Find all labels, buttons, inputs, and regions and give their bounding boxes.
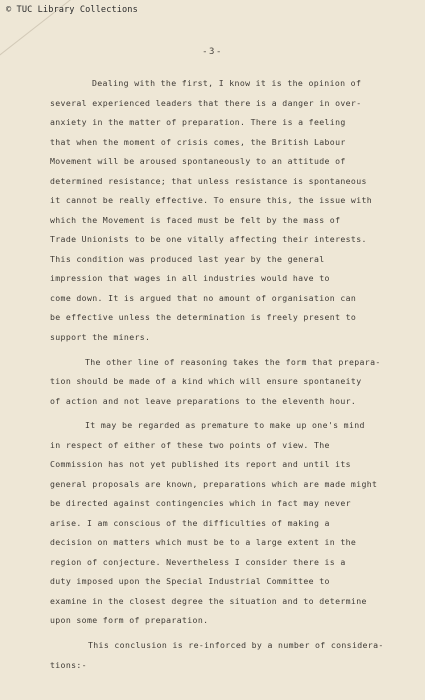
body-line: several experienced leaders that there is a danger in over- [50,98,362,108]
body-line: come down. It is argued that no amount of organisation can [50,293,357,303]
body-line: Movement will be aroused spontaneously to an attitude of [50,156,346,166]
body-line: This condition was produced last year by the general [50,254,325,264]
body-line: that when the moment of crisis comes, the British Labour [50,137,346,147]
body-line: which the Movement is faced must be felt by the mass of [50,215,341,225]
body-line: impression that wages in all industries would have to [50,273,330,283]
body-line: Dealing with the first, I know it is the opinion of [92,78,362,88]
body-line: tion should be made of a kind which will ensure spontaneity [50,376,362,386]
body-line: general proposals are known, preparations which are made might [50,479,378,489]
body-line: examine in the closest degree the situation and to determine [50,596,367,606]
body-line: upon some form of preparation. [50,615,209,625]
body-line: in respect of either of these two points of view. The [50,440,330,450]
body-line: This conclusion is re-inforced by a number of considera- [88,640,384,650]
body-line: arise. I am conscious of the difficulties of making a [50,518,330,528]
body-line: Commission has not yet published its report and until its [50,459,351,469]
body-line: of action and not leave preparations to the eleventh hour. [50,396,357,406]
body-line: be directed against contingencies which in fact may never [50,498,351,508]
body-line: it cannot be really effective. To ensure this, the issue with [50,195,373,205]
body-line: support the miners. [50,332,151,342]
body-line: be effective unless the determination is freely present to [50,312,357,322]
body-line: It may be regarded as premature to make up one's mind [85,420,365,430]
body-line: region of conjecture. Nevertheless I consider there is a [50,557,346,567]
body-line: Trade Unionists to be one vitally affecting their interests. [50,234,367,244]
page-number: -3- [202,47,223,57]
body-line: decision on matters which must be to a large extent in the [50,537,357,547]
body-line: duty imposed upon the Special Industrial Committee to [50,576,330,586]
body-line: anxiety in the matter of preparation. There is a feeling [50,117,346,127]
body-line: tions:- [50,660,87,670]
collection-watermark: © TUC Library Collections [6,5,138,15]
body-line: The other line of reasoning takes the form that prepara- [85,357,381,367]
body-line: determined resistance; that unless resistance is spontaneous [50,176,367,186]
